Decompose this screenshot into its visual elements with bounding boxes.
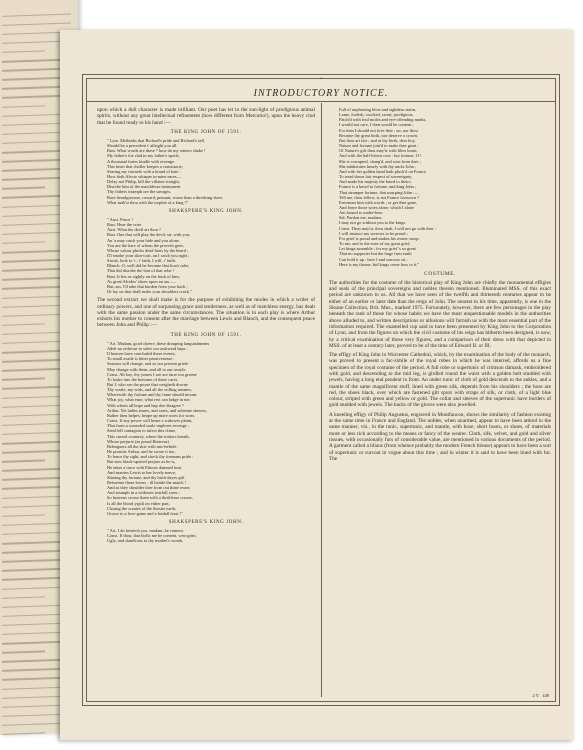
verse-line: If heaven have concluded these events, (107, 351, 176, 357)
previous-page-line (2, 714, 61, 718)
verse-line: And triumph in a widowes tearfull cares : (107, 490, 181, 496)
verse-line: Whose valour plucks dead lions by the beard ; (107, 247, 189, 253)
running-header (87, 83, 555, 101)
previous-page-line (2, 323, 45, 326)
verse-line: That strumpet fortune, that usurping John :— (339, 189, 419, 195)
verse-line: Disrobe him of the matchlesse monument (107, 184, 181, 190)
previous-page-line (2, 13, 71, 17)
verse-line: What joy, what ease, what rest can lodge in me, (107, 397, 191, 403)
previous-page-line (2, 304, 61, 308)
verse-line: You are the hare of whom the proverb goes, (107, 242, 184, 248)
verse-line: And with the half-blown rose : but fortune, O ! (339, 153, 422, 159)
verse-line: That from a wounded soule implores revenge ; (107, 423, 190, 429)
verse-line: Const. If thou, that bid'st me be content, wert grim, (107, 533, 197, 539)
quote1-verse (107, 138, 315, 205)
verse-line: Aust. What the devil art thou ? (107, 227, 161, 233)
verse-line: Betweene these lovers : ill betide the match ! (107, 479, 187, 485)
verse-line: But thou art fair ; and at thy birth, dear boy, (339, 137, 416, 143)
verse-line: He promist Arthur, and he sware it too, (107, 449, 176, 455)
verse-line: Ugly, and sland'rous to thy mother's womb, (107, 538, 184, 544)
quote2-verse (107, 217, 315, 294)
verse-line: I may not go without you to the kings. (339, 220, 407, 226)
verse-line: Sirrah, look to 't ; i' faith, I will, i' faith. (107, 258, 176, 264)
verse-line: France is a bawd to fortune, and king John ; (339, 184, 417, 190)
verse-line: Send fell contagion to infect this clime, (107, 428, 177, 434)
verse-line: Growe to a love-game and a bridall feast !" (107, 510, 183, 516)
previous-page-line (2, 441, 61, 445)
verse-line: Arthur. Yet ladies teares, and cares, and solemne shewes, (107, 407, 207, 413)
verse-line: My father's foe clad in my father's spoile, (107, 153, 180, 159)
previous-page-line (2, 32, 61, 36)
verse-line: As great Alcides' shoes upon an ass :— (107, 278, 176, 284)
verse-line: Lame, foolish, crooked, swart, prodigious, (339, 112, 414, 118)
verse-line: This heart that choller keepes a consistorie, (107, 163, 183, 169)
verse-line: " Lym. Methinks that Richard's pride and Richard's fall, (107, 137, 205, 143)
verse-line: Const. If any power will heare a widowes plaint, (107, 418, 193, 424)
verse-line: Whose perjurie (as proud Briareus) (107, 438, 169, 444)
previous-page-line (2, 168, 61, 172)
previous-page-line (2, 460, 45, 463)
verse-line: And marries Lewis to her lovely neece, (107, 469, 177, 475)
verse-line: Sal. Pardon me, madam, (339, 215, 382, 221)
previous-page-line (2, 577, 61, 581)
verse-line: To small availe is bitter pensivenesse : (107, 356, 175, 362)
verse-line: With whom all hope and hap doe disagree ? (107, 402, 184, 408)
verse-line: Bast. It lies as sightly on the back of him, (107, 273, 180, 279)
verse-line: Base heardgroome, coward, peasant, worse than a threshing slave, (107, 194, 224, 200)
verse-line: And as they shoulder thee from out thine owne, (107, 485, 191, 491)
verse-line: How doth Alecto whisper in mine eares— (107, 173, 181, 179)
verse-line: Thy fathers triumph ore the savages, (107, 189, 172, 195)
verse-line: Bast. Hear the crier. (107, 222, 142, 228)
verse-line: " Art. I do beseech you, madam, be content. (107, 528, 184, 534)
page-title: INTRODUCTORY NOTICE. (253, 88, 389, 99)
previous-page-line (2, 514, 45, 517)
header-rule (87, 101, 555, 102)
verse-line: Bast. One that will play the devil, sir, with you, (107, 232, 191, 238)
verse-line: Of Nature's gift thou may'st with lilies boast, (339, 148, 418, 154)
costume-paragraph-3: A kneeling effigy of Philip Augustus, engraved in Montfaucon, shows the similarity of fashion existing at the same time in France and England. The nobles, when unarmed, appear to have been attired in the same manner, viz., in the tunic, supertunic, and mantle, with hose, short boots, or shoes, of materials more or less rich according to the means or fancy of the wearer. Cloth, silk, velvet, and gold and silver tissues, with occasionally furs of considerable value, are mentioned in various documents of the period. A garment called a bliaus (from whence probably the modern French blouse) appears to have been a sort of supertunic or surcoat in vogue about this time ; and in winter it is said to have been lined with fur. The (329, 411, 551, 462)
verse-line: This cursed countrey, where the traitors breath, (107, 433, 190, 439)
verse-line: Searing my inwards with a brand of hate : (107, 168, 181, 174)
previous-page-line (2, 668, 61, 672)
verse-line: " Art. Madam, good cheere, these drouping languishments (107, 340, 210, 346)
verse-line: What mak'st thou with the trophie of a king ?" (107, 199, 189, 205)
quote1-title: THE KING JOHN OF 1591. (170, 129, 242, 135)
verse-line: " Aust. Peace ! (107, 216, 133, 222)
quote2-title: SHAKSPERE'S KING JOHN. (168, 208, 244, 214)
verse-line: She adulterates hourly with thy uncle John ; (339, 163, 417, 169)
verse-line: Am bound to under-bear. (339, 210, 384, 216)
previous-page-line (2, 732, 45, 735)
middle-paragraph: The second extract we shall make is for the purpose of exhibiting the modes in which a writer of ordinary powers, and one of surpassing grace and tenderness, as well as of matchless energy, has dealt with the same passion under the same circumstances. The situation is in each play is where Arthur exhorts his mother to consent after the marriage between Lewis and Blanch, and the consequent peace between John and Philip :— (97, 297, 315, 329)
verse-line: Patch'd with foul moles and eye-offending marks, (339, 117, 427, 123)
page-border (82, 74, 560, 706)
verse-line: Blanch. O, well did he become that lion's robe, (107, 263, 190, 269)
verse-line: Can hold it up : here I and sorrows sit ; (339, 256, 408, 262)
verse-line: She is corrupted, chang'd, and won from thee ; (339, 158, 421, 164)
left-column (97, 107, 315, 687)
verse-line: An 'a may catch your hide and you alone. (107, 237, 180, 243)
verse-line: Sharing thy fortune, and thy birth-dayes gift (107, 474, 185, 480)
verse-line: And made his majesty the bawd to theirs. (339, 179, 412, 185)
verse-line: To me, and to the state of my great grief, (339, 241, 411, 247)
verse-line: Here is my throne, bid kings come bow to it." (339, 261, 420, 267)
previous-page-line (2, 214, 61, 218)
verse-line: For grief is proud and makes his owner stoop. (339, 235, 420, 241)
verse-line: May change with them, and all to our avayle. (107, 366, 187, 372)
costume-paragraph-1: The authorities for the costume of the historical play of King John are chiefly the monumental effigies and seals of the principal sovereigns and nobles therein mentioned. Illuminated MSS. of this exact period are unknown to us. All that we have seen of the twelfth and thirteenth centuries appear to be either of an earlier or later date than the reign of John. The nearest to his time, apparently, is one in the Sloane Collection, Brit. Mus., marked 1975. Fortunately, however, there are few personages in the play beneath the rank of those for whose habits we have the most unquestionable models in the authorities above alluded to, and written descriptions or allusions will furnish us with the most essential part of the information required. The enamelled cup said to have been presented by King John to the Corporation of Lynn, and from the figures on which the civil costume of his reign has hitherto been designed, is now, by a critical examination of those very figures, and a comparison of their dress with that depicted in MSS. of at least a century later, proved to be of the time of Edward II. or III. (329, 279, 551, 349)
verse-line: And leave those woes alone, which I alone (339, 204, 415, 210)
costume-paragraph-2: The effigy of King John in Worcester Cathedral, which, by the examination of the body of the monarch, was proved to present a fac-simile of the royal robes in which he was interred, affords us a fine specimen of the royal costume of the period. A full robe or supertunic of crimson damask, embroidered with gold, and descending to the mid leg, is girdled round the waist with a golden belt studded with jewels, having a long end pendent in front. An under tunic of cloth of gold descends to the ankles, and a mantle of the same magnificent stuff, lined with green silk, depends from his shoulders ; the hose are red, the shoes black, over which are fastened gilt spurs with straps of silk, or cloth, of a light blue colour, striped with green and yellow or gold. The collar and sleeves of the supertunic have borders of gold studded with jewels. The backs of the gloves were also jewelled. (329, 352, 551, 409)
intro-paragraph: upon which a dull character is made brilliant. Our poet has let in the sun-light of prodigious animal spirits, without any great intellectual refinement (how different from Mercutio!), upon the heavy clod that he found ready to his hand :— (97, 107, 315, 126)
previous-page-line (2, 378, 45, 381)
previous-page-line (2, 105, 45, 108)
verse-line: Thy weale, my wish, and all the willing meanes, (107, 387, 192, 393)
verse-line: Or lay on that shall make your shoulders crack." (107, 289, 192, 295)
verse-line: So heavens crosse them with a thriftlesse course, (107, 495, 193, 501)
verse-line: For then I should not love thee ; no, nor thou (339, 127, 418, 133)
verse-line: Wherewith thy fortune and thy fame should mount. (107, 392, 198, 398)
verse-line: Const. Ah boy, thy yeares I see are farre too greene (107, 371, 197, 377)
verse-line: Adde no redresse to salve our awkward haps : (107, 345, 188, 351)
verse-line: But now black-spotted perjure as he is, (107, 459, 176, 465)
previous-page-line (2, 350, 61, 354)
verse-line: Become thy great birth, nor deserve a crown. (339, 132, 419, 138)
verse-line: That no supporter but the huge firm earth (339, 251, 412, 257)
verse-line: Closing the cranies of the thirstie earth, (107, 505, 177, 511)
verse-line: Envenom him with words ; or get thee gone, (339, 199, 418, 205)
verse-line: To tread down fair respect of sovereignty, (339, 174, 413, 180)
previous-page-line (2, 486, 61, 490)
costume-heading: COSTUME. (424, 270, 456, 277)
verse-line: Bast. What words are these ? how do my sinews shake ! (107, 148, 206, 154)
right-column (329, 107, 551, 687)
verse-line: And with her golden hand hath pluck'd on France (339, 168, 426, 174)
verse-line: But, ass, I'll take that burden from your back ; (107, 283, 188, 289)
verse-line: To looke into the bottome of these cares. (107, 376, 179, 382)
verse-line: But I, who see the poyse that weigheth downe (107, 382, 188, 387)
verse-line: I'll smoke your skin-coat, an I catch you right ; (107, 253, 190, 259)
previous-page-line (2, 395, 61, 399)
verse-line: Delay not Philip, kill the villaine straight, (107, 179, 180, 185)
verse-line: Seasons will change, and so our present griefe (107, 361, 189, 367)
verse-line: Rather then helpes, heape up more woes for woes. (107, 412, 196, 418)
previous-page-line (2, 241, 45, 244)
previous-page-line (2, 50, 45, 53)
previous-page-line (2, 532, 61, 536)
verse-line: I would not care, I then would be content ; (339, 122, 414, 128)
verse-line: Is all the blood yspilt on either part, (107, 500, 170, 506)
previous-page-line (2, 22, 71, 26)
verse-line: Beleaguers all the skie with mis-beliefe. (107, 443, 178, 449)
quote4-title: SHAKSPERE'S KING JOHN. (168, 520, 244, 526)
column-divider (321, 103, 322, 697)
quote3-verse (107, 341, 315, 516)
verse-line: He takes a truce with Elinors damned brat, (107, 464, 182, 470)
verse-line: Nature and fortune join'd to make thee great : (339, 143, 419, 149)
previous-page-line (2, 77, 61, 81)
verse-line: I will instruct my sorrows to be proud ; (339, 230, 408, 236)
verse-line: Tell me, thou fellow, is not France forsworn ? (339, 194, 420, 200)
verse-line: To fence thy right, and check thy foemans pride : (107, 454, 194, 460)
verse-line: That did disrobe the lion of that robe ! (107, 268, 175, 274)
verse-line: Full of unpleasing blots and sightless stains, (339, 107, 417, 112)
quote3-title: THE KING JOHN OF 1591. (170, 332, 242, 338)
previous-page-line (2, 187, 45, 190)
previous-page-line (2, 123, 61, 127)
previous-page-line (2, 623, 61, 627)
signature-mark: 2 Y (532, 693, 539, 698)
page-number: 449 (542, 693, 549, 698)
page-border-inner (86, 78, 556, 702)
corner-mark: ⸗ (320, 74, 323, 82)
previous-page-line (2, 596, 45, 599)
continued-verse (339, 107, 551, 267)
verse-line: Const. Thou may'st, thou shalt, I will not go with thee : (339, 225, 436, 231)
book-page (60, 30, 574, 740)
verse-line: Let kings assemble ; for my grief 's so great (339, 246, 416, 252)
quote4-verse (107, 528, 315, 543)
verse-line: Should be a precedent t' affright you all. (107, 143, 178, 149)
previous-page-line (2, 651, 45, 654)
verse-line: A thousand furies kindle with revenge. (107, 158, 176, 164)
previous-page-line (2, 259, 61, 263)
